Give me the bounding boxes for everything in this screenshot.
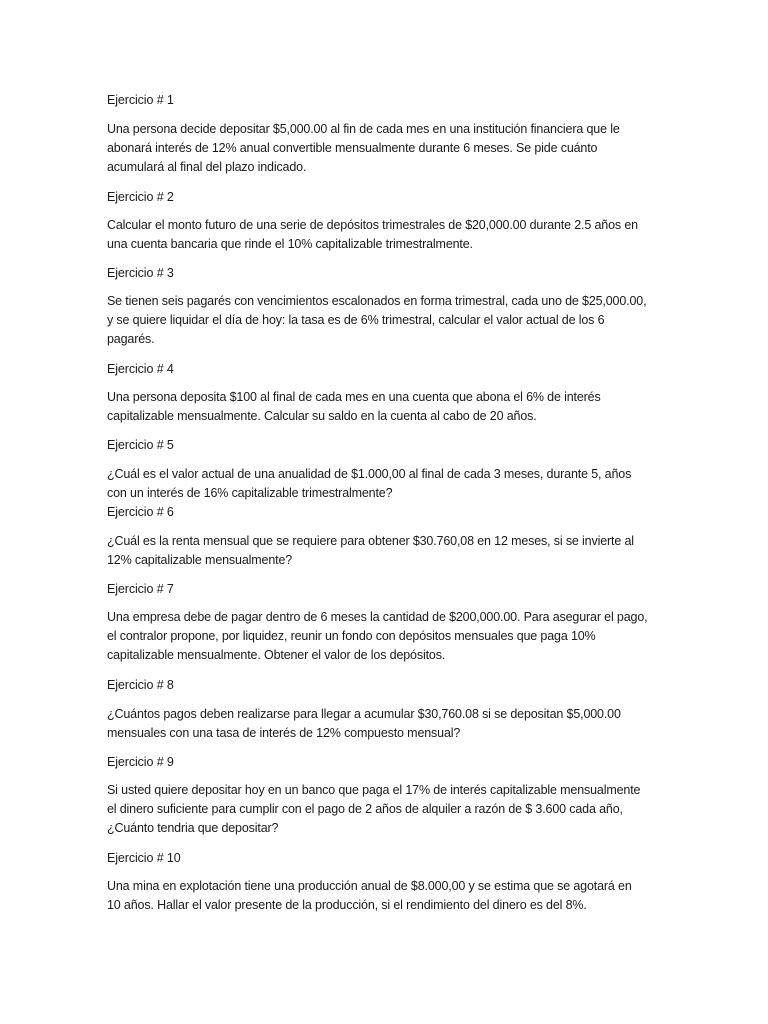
exercise-7-line: el contralor propone, por liquidez, reunir un fondo con depósitos mensuales que paga 10% bbox=[107, 629, 596, 644]
exercise-9-line: Si usted quiere depositar hoy en un banco que paga el 17% de interés capitalizable mensualmente bbox=[107, 783, 641, 797]
exercise-9-line: el dinero suficiente para cumplir con el pago de 2 años de alquiler a razón de $ 3.600 cada año, bbox=[107, 802, 623, 817]
exercise-7-line: Una empresa debe de pagar dentro de 6 meses la cantidad de $200,000.00. Para asegurar el pago, bbox=[107, 610, 648, 624]
exercise-9-line: ¿Cuánto tendria que depositar? bbox=[107, 821, 279, 836]
exercise-9-text bbox=[107, 781, 667, 839]
exercise-3-line: Se tienen seis pagarés con vencimientos escalonados en forma trimestral, cada uno de $25,000.00, bbox=[107, 294, 647, 308]
exercise-10-line: Una mina en explotación tiene una producción anual de $8.000,00 y se estima que se agotará en bbox=[107, 879, 632, 893]
exercise-7-text bbox=[107, 608, 667, 666]
exercise-1-line: Una persona decide depositar $5,000.00 al fin de cada mes en una institución financiera que le bbox=[107, 122, 620, 136]
exercise-8-line: ¿Cuántos pagos deben realizarse para llegar a acumular $30,760.08 si se depositan $5,000.00 bbox=[107, 707, 621, 721]
exercise-2-title: Ejercicio # 2 bbox=[107, 190, 174, 204]
exercise-1-text bbox=[107, 120, 667, 178]
exercise-2-line: una cuenta bancaria que rinde el 10% capitalizable trimestralmente. bbox=[107, 237, 473, 252]
exercise-8-line: mensuales con una tasa de interés de 12% compuesto mensual? bbox=[107, 726, 461, 741]
exercise-5-line: con un interés de 16% capitalizable trimestralmente? bbox=[107, 486, 393, 501]
exercise-9-title: Ejercicio # 9 bbox=[107, 755, 174, 769]
exercise-2-text bbox=[107, 216, 667, 254]
exercise-5-line: ¿Cuál es el valor actual de una anualidad de $1.000,00 al final de cada 3 meses, durante 5, años bbox=[107, 467, 632, 481]
exercise-7-title: Ejercicio # 7 bbox=[107, 582, 174, 596]
exercise-4-text bbox=[107, 388, 667, 426]
exercise-3-line: pagarés. bbox=[107, 332, 155, 347]
exercise-4-title: Ejercicio # 4 bbox=[107, 362, 174, 376]
exercise-10-title: Ejercicio # 10 bbox=[107, 851, 181, 865]
exercise-3-text bbox=[107, 292, 667, 350]
exercise-10-line: 10 años. Hallar el valor presente de la producción, si el rendimiento del dinero es del 8%. bbox=[107, 898, 587, 913]
exercise-1-line: acumulará al final del plazo indicado. bbox=[107, 160, 307, 175]
exercise-3-line: y se quiere liquidar el día de hoy: la tasa es de 6% trimestral, calcular el valor actual de los 6 bbox=[107, 313, 605, 328]
exercise-4-line: Una persona deposita $100 al final de cada mes en una cuenta que abona el 6% de interés bbox=[107, 390, 601, 404]
exercise-5-title: Ejercicio # 5 bbox=[107, 438, 174, 452]
exercise-4-line: capitalizable mensualmente. Calcular su saldo en la cuenta al cabo de 20 años. bbox=[107, 409, 537, 424]
exercise-8-text bbox=[107, 705, 667, 743]
exercise-1-line: abonará interés de 12% anual convertible mensualmente durante 6 meses. Se pide cuánto bbox=[107, 141, 598, 156]
exercise-7-line: capitalizable mensualmente. Obtener el valor de los depósitos. bbox=[107, 648, 446, 663]
exercise-1-title: Ejercicio # 1 bbox=[107, 93, 174, 107]
exercise-2-line: Calcular el monto futuro de una serie de depósitos trimestrales de $20,000.00 durante 2.5 años en bbox=[107, 218, 638, 232]
exercise-6-line: 12% capitalizable mensualmente? bbox=[107, 553, 293, 568]
exercise-5-text bbox=[107, 465, 667, 503]
exercise-6-title: Ejercicio # 6 bbox=[107, 505, 174, 519]
exercise-6-line: ¿Cuál es la renta mensual que se requiere para obtener $30.760,08 en 12 meses, si se invierte al bbox=[107, 534, 634, 548]
exercise-10-text bbox=[107, 877, 667, 915]
exercise-8-title: Ejercicio # 8 bbox=[107, 678, 174, 692]
exercise-6-text bbox=[107, 532, 667, 570]
exercise-3-title: Ejercicio # 3 bbox=[107, 266, 174, 280]
